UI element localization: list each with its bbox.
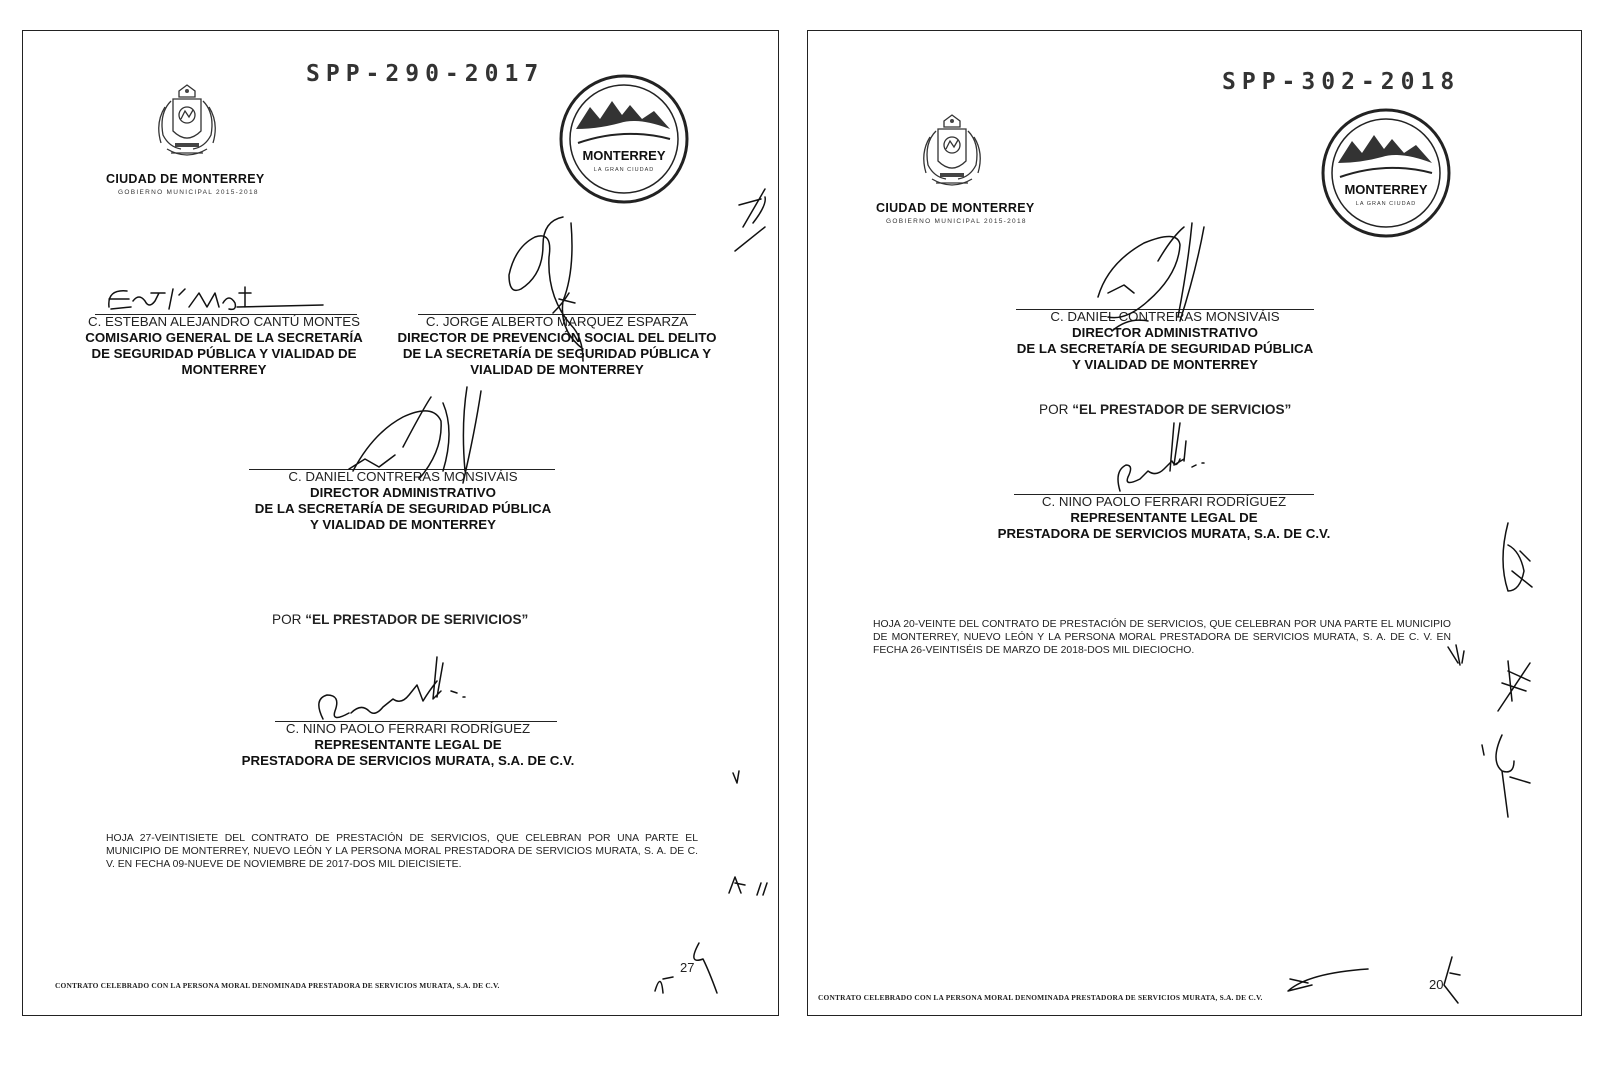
- seal-main-text: MONTERREY: [1344, 182, 1428, 197]
- signatory-title: DE LA SECRETARÍA DE SEGURIDAD PÚBLICA Y: [402, 346, 712, 361]
- monterrey-seal-logo: [558, 73, 690, 205]
- page-footer: CONTRATO CELEBRADO CON LA PERSONA MORAL DENOMINADA PRESTADORA DE SERVICIOS MURATA, S.A. DE C.V.: [818, 993, 1263, 1002]
- signatory-title: DE SEGURIDAD PÚBLICA Y VIALIDAD DE: [91, 346, 357, 361]
- signatory-title: REPRESENTANTE LEGAL DE: [1070, 510, 1258, 525]
- signatory-block: [63, 314, 385, 378]
- seal-main-text: MONTERREY: [582, 148, 666, 163]
- signatory-title: DIRECTOR ADMINISTRATIVO: [310, 485, 496, 500]
- city-crest-icon: [916, 113, 988, 195]
- folio-stamp: SPP-302-2018: [1222, 69, 1461, 95]
- signatory-title: DE LA SECRETARÍA DE SEGURIDAD PÚBLICA: [254, 501, 552, 516]
- signatory-block: [203, 721, 613, 769]
- signatory-title: MONTERREY: [181, 362, 267, 377]
- por-prefix: POR: [1039, 402, 1069, 417]
- por-prestador-heading: [1039, 402, 1291, 417]
- seal-sub-text: LA GRAN CIUDAD: [593, 167, 655, 173]
- signatory-title: REPRESENTANTE LEGAL DE: [314, 737, 502, 752]
- signatory-name: C. NINO PAOLO FERRARI RODRÍGUEZ: [285, 721, 531, 736]
- city-government-period: GOBIERNO MUNICIPAL 2015-2018: [118, 189, 259, 196]
- signatory-title: VIALIDAD DE MONTERREY: [470, 362, 644, 377]
- city-crest-icon: [151, 83, 223, 165]
- folio-stamp: SPP-290-2017: [306, 61, 545, 87]
- page-number: 27: [680, 960, 695, 975]
- signatory-title: DE LA SECRETARÍA DE SEGURIDAD PÚBLICA: [1016, 341, 1314, 356]
- signatory-title: Y VIALIDAD DE MONTERREY: [310, 517, 496, 532]
- signatory-block: [958, 494, 1370, 542]
- signatory-title: PRESTADORA DE SERVICIOS MURATA, S.A. DE C.V.: [241, 753, 575, 768]
- signatory-title: COMISARIO GENERAL DE LA SECRETARÍA: [85, 330, 363, 345]
- monterrey-seal-logo: [1320, 107, 1452, 239]
- signatory-block: [385, 314, 729, 378]
- document-page-left: [22, 30, 779, 1016]
- hoja-paragraph: HOJA 20-VEINTE DEL CONTRATO DE PRESTACIÓN DE SERVICIOS, QUE CELEBRAN POR UNA PARTE EL MUNICIPIO DE MONTERREY, NUEVO LEÓN Y LA PERSONA MORAL PRESTADORA DE SERVICIOS MURATA, S. A. DE C. V. EN FECHA 26-VEINTISÉIS DE MARZO DE 2018-DOS MIL DIECIOCHO.: [873, 619, 1451, 656]
- por-label: “EL PRESTADOR DE SERVICIOS”: [1072, 402, 1292, 417]
- signatory-title: Y VIALIDAD DE MONTERREY: [1072, 357, 1258, 372]
- city-name: CIUDAD DE MONTERREY: [876, 201, 1035, 215]
- city-name: CIUDAD DE MONTERREY: [106, 172, 265, 186]
- signatory-title: DIRECTOR DE PREVENCIÓN SOCIAL DEL DELITO: [397, 330, 717, 345]
- signatory-name: C. NINO PAOLO FERRARI RODRÍGUEZ: [1041, 494, 1287, 509]
- page-footer: CONTRATO CELEBRADO CON LA PERSONA MORAL DENOMINADA PRESTADORA DE SERVICIOS MURATA, S.A. DE C.V.: [55, 981, 500, 990]
- signatory-title: PRESTADORA DE SERVICIOS MURATA, S.A. DE C.V.: [997, 526, 1331, 541]
- por-prefix: POR: [272, 612, 302, 627]
- signatory-title: DIRECTOR ADMINISTRATIVO: [1072, 325, 1258, 340]
- signatory-name: C. DANIEL CONTRERAS MONSIVÁIS: [288, 469, 518, 484]
- signatory-block: [998, 309, 1332, 373]
- page-number: 20: [1429, 977, 1444, 992]
- seal-sub-text: LA GRAN CIUDAD: [1355, 201, 1417, 207]
- document-page-right: [807, 30, 1582, 1016]
- hoja-paragraph: HOJA 27-VEINTISIETE DEL CONTRATO DE PRESTACIÓN DE SERVICIOS, QUE CELEBRAN POR UNA PARTE EL MUNICIPIO DE MONTERREY, NUEVO LEÓN Y LA PERSONA MORAL PRESTADORA DE SERVICIOS MURATA, S. A. DE C. V. EN FECHA 09-NUEVE DE NOVIEMBRE DE 2017-DOS MIL DIEICISIETE.: [106, 833, 698, 870]
- city-government-period: GOBIERNO MUNICIPAL 2015-2018: [886, 218, 1027, 225]
- signatory-block: [233, 469, 573, 533]
- signatory-name: C. ESTEBAN ALEJANDRO CANTÚ MONTES: [88, 314, 360, 329]
- por-prestador-heading: [272, 612, 528, 627]
- signatory-name: C. JORGE ALBERTO MARQUEZ ESPARZA: [425, 314, 689, 329]
- signatory-name: C. DANIEL CONTRERAS MONSIVÁIS: [1050, 309, 1280, 324]
- por-label: “EL PRESTADOR DE SERIVICIOS”: [305, 612, 529, 627]
